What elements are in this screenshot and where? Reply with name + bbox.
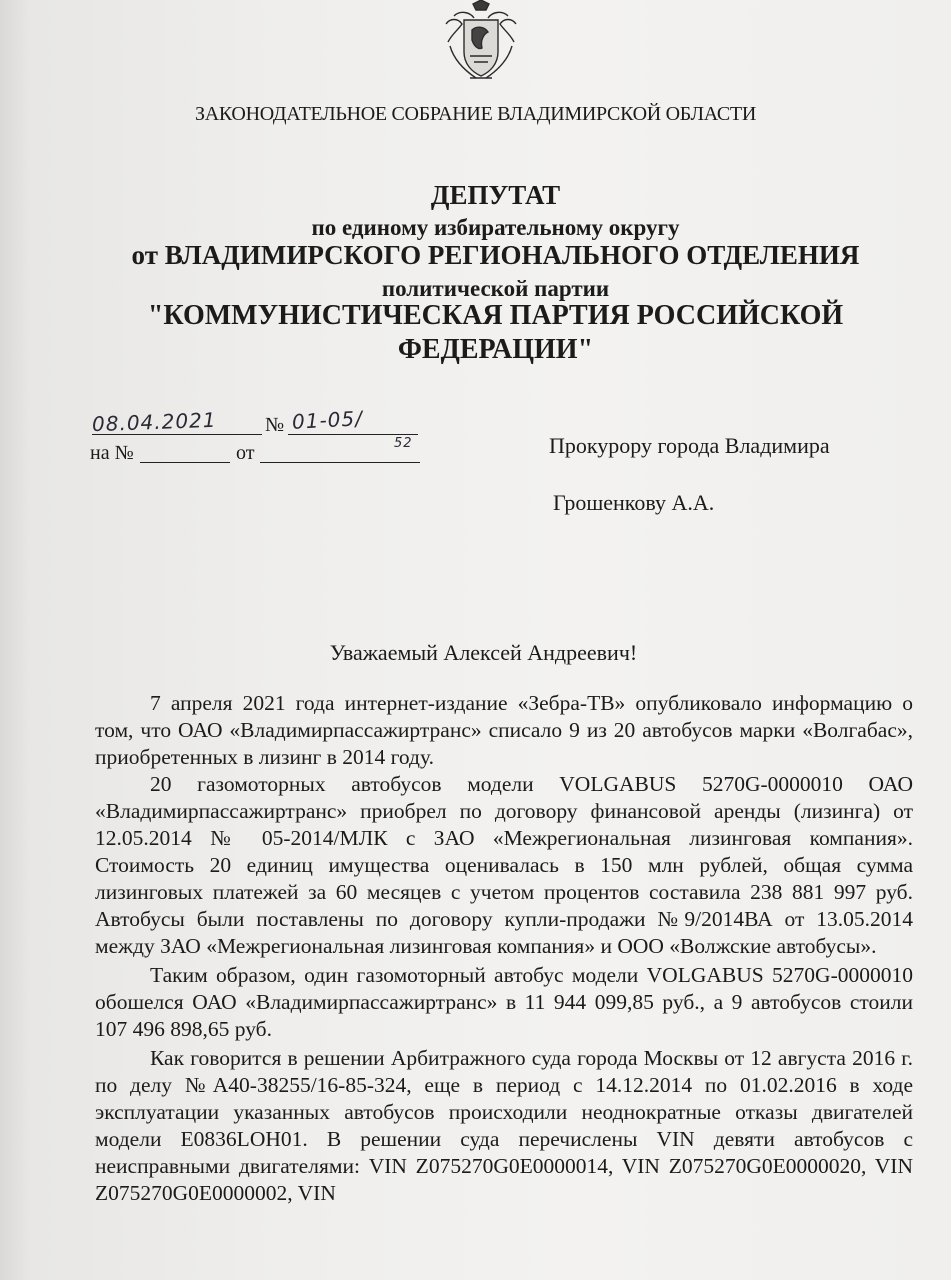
header-line-district: по единому избирательному округу xyxy=(311,215,680,240)
handwritten-number-suffix: 52 xyxy=(394,436,413,451)
reply-number-underline xyxy=(140,462,230,463)
greeting: Уважаемый Алексей Андреевич! xyxy=(329,640,638,665)
handwritten-number: 01-05/ xyxy=(291,406,364,434)
body-paragraph: 7 апреля 2021 года интернет-издание «Зебра-ТВ» опубликовало информацию о том, что ОАО «Владимирпассажиртранс» списало 9 из 20 автобусов марки «Волгабас», приобретенных в лизинг в 2014 году. xyxy=(95,691,913,769)
header-line-party-name-end: ФЕДЕРАЦИИ" xyxy=(397,334,594,365)
date-underline xyxy=(92,434,262,435)
header-line-party-name: "КОММУНИСТИЧЕСКАЯ ПАРТИЯ РОССИЙСКОЙ xyxy=(147,300,844,331)
number-underline xyxy=(288,434,418,435)
reply-date-underline xyxy=(260,462,420,463)
body-paragraph: 20 газомоторных автобусов модели VOLGABUS 5270G-0000010 ОАО «Владимирпассажиртранс» приобрел по договору финансовой аренды (лизинга) от 12.05.2014 № 05-2014/МЛК с ЗАО «Межрегиональная лизинговая компания». Стоимость 20 единиц имущества оценивалась в 150 млн рублей, общая сумма лизинговых платежей за 60 месяцев с учетом процентов составила 238 881 997 руб. Автобусы были поставлены по договору купли-продажи №9/2014ВА от 13.05.2014 между ЗАО «Межрегиональная лизинговая компания» и ООО «Волжские автобусы». xyxy=(95,772,913,958)
organization-name: ЗАКОНОДАТЕЛЬНОЕ СОБРАНИЕ ВЛАДИМИРСКОЙ ОБЛАСТИ xyxy=(195,103,756,125)
deputy-title: ДЕПУТАТ xyxy=(430,180,561,210)
handwritten-date: 08.04.2021 xyxy=(91,407,217,437)
header-line-party: политической партии xyxy=(381,276,610,301)
reply-number-label: на № xyxy=(90,442,134,464)
body-paragraph: Как говорится в решении Арбитражного суда города Москвы от 12 августа 2016 г. по делу №А40-38255/16-85-324, еще в период с 14.12.2014 по 01.02.2016 в ходе эксплуатации указанных автобусов происходили неоднократные отказы двигателей модели E0836LOH01. В решении суда перечислены VIN девяти автобусов с неисправными двигателями: VIN Z075270G0E0000014, VIN Z075270G0E0000020, VIN Z075270G0E0000002, VIN xyxy=(95,1046,913,1205)
number-sign: № xyxy=(265,414,285,436)
body-paragraph: Таким образом, один газомоторный автобус модели VOLGABUS 5270G-0000010 обошелся ОАО «Владимирпассажиртранс» в 11 944 099,85 руб., а 9 автобусов стоили 107 496 898,65 руб. xyxy=(95,963,913,1041)
addressee-position: Прокурору города Владимира xyxy=(549,433,830,458)
reply-date-label: от xyxy=(236,442,255,464)
letter-body xyxy=(95,690,913,1209)
addressee-name: Грошенкову А.А. xyxy=(553,490,715,515)
coat-of-arms-emblem xyxy=(440,0,522,82)
header-line-branch: от ВЛАДИМИРСКОГО РЕГИОНАЛЬНОГО ОТДЕЛЕНИЯ xyxy=(131,240,860,270)
